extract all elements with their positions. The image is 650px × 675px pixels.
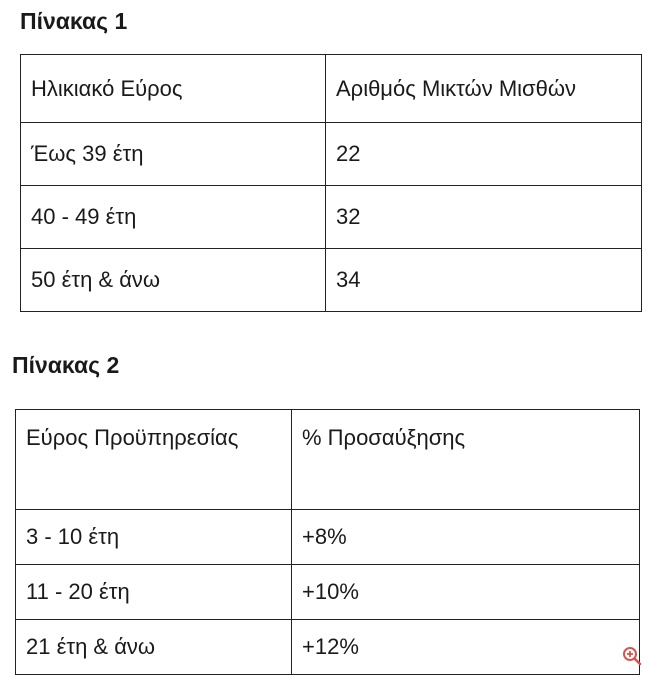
table-cell: 40 - 49 έτη xyxy=(21,186,326,249)
table-row xyxy=(21,249,642,312)
table2-header-row xyxy=(16,410,640,510)
table-cell: +10% xyxy=(292,565,640,620)
table1-header-gross-salaries: Αριθμός Μικτών Μισθών xyxy=(326,55,642,123)
table-row xyxy=(16,620,640,675)
table-cell: +12% xyxy=(292,620,640,675)
table-cell: 11 - 20 έτη xyxy=(16,565,292,620)
table2 xyxy=(15,409,640,675)
table2-header-service-range: Εύρος Προϋπηρεσίας xyxy=(16,410,292,510)
table-cell: +8% xyxy=(292,510,640,565)
table-cell: Έως 39 έτη xyxy=(21,123,326,186)
table1-header-row xyxy=(21,55,642,123)
table-cell: 3 - 10 έτη xyxy=(16,510,292,565)
table-cell: 22 xyxy=(326,123,642,186)
table-row xyxy=(21,186,642,249)
table2-header-increase-percent: % Προσαύξησης xyxy=(292,410,640,510)
table-cell: 21 έτη & άνω xyxy=(16,620,292,675)
table-row xyxy=(16,565,640,620)
table-cell: 50 έτη & άνω xyxy=(21,249,326,312)
table-cell: 34 xyxy=(326,249,642,312)
table-row xyxy=(21,123,642,186)
table2-caption: Πίνακας 2 xyxy=(12,352,120,378)
table1-header-age-range: Ηλικιακό Εύρος xyxy=(21,55,326,123)
table1-caption: Πίνακας 1 xyxy=(20,8,128,34)
zoom-in-icon[interactable] xyxy=(622,646,642,666)
table-row xyxy=(16,510,640,565)
table-cell: 32 xyxy=(326,186,642,249)
table1 xyxy=(20,54,642,312)
